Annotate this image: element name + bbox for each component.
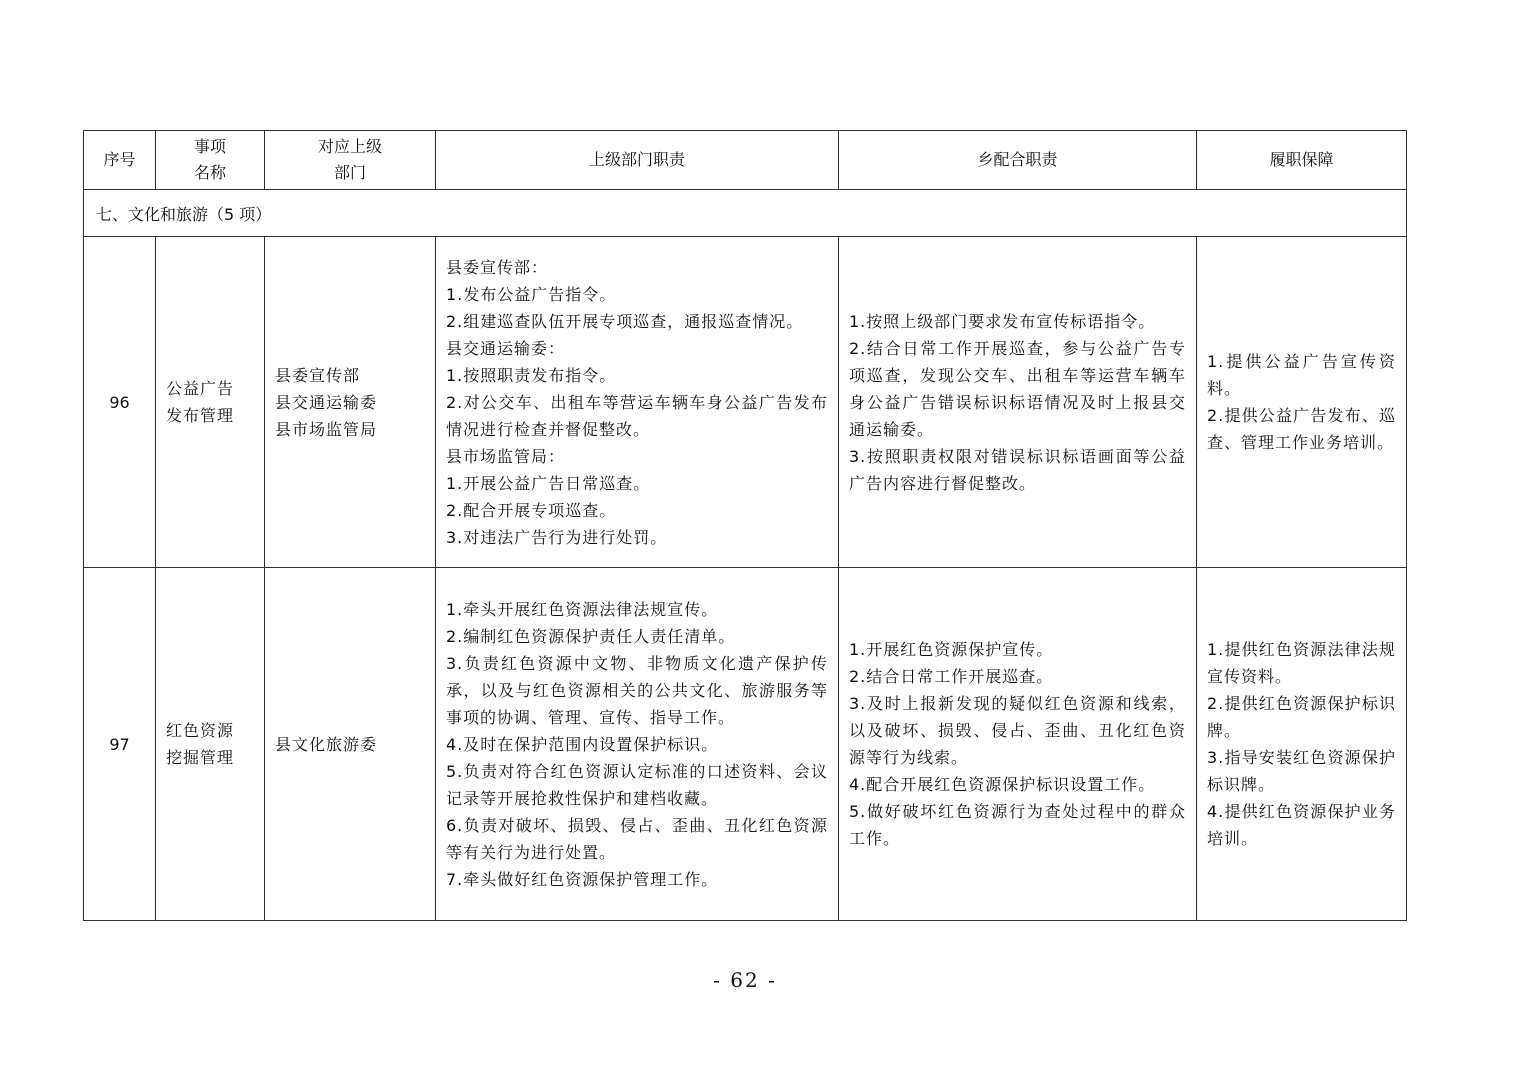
superior-duties: 1.牵头开展红色资源法律法规宣传。 2.编制红色资源保护责任人责任清单。 3.负责红色资源中文物、非物质文化遗产保护传承，以及与红色资源相关的公共文化、旅游服务等事项的协调、管理、宣传、指导工作。 4.及时在保护范围内设置保护标识。 5.负责对符合红色资源认定标准的口述资料、会议记录等开展抢救性保护和建档收藏。 6.负责对破坏、损毁、侵占、歪曲、丑化红色资源等有关行为进行处置。 7.牵头做好红色资源保护管理工作。 [436, 568, 839, 921]
item-name: 公益广告 发布管理 [156, 237, 265, 568]
table-row [84, 237, 1407, 568]
header-guarantees: 履职保障 [1197, 131, 1407, 190]
header-superior-department: 对应上级 部门 [265, 131, 436, 190]
header-item-name: 事项 名称 [156, 131, 265, 190]
superior-departments: 县文化旅游委 [265, 568, 436, 921]
row-number: 96 [84, 237, 156, 568]
header-number: 序号 [84, 131, 156, 190]
section-title: 七、文化和旅游（5 项） [84, 190, 1407, 237]
superior-departments: 县委宣传部 县交通运输委 县市场监管局 [265, 237, 436, 568]
table-row [84, 568, 1407, 921]
row-number: 97 [84, 568, 156, 921]
page-number: - 62 - [713, 968, 777, 992]
item-name: 红色资源 挖掘管理 [156, 568, 265, 921]
header-township-duties: 乡配合职责 [839, 131, 1197, 190]
duties-table [83, 130, 1407, 921]
section-row [84, 190, 1407, 237]
header-superior-duties: 上级部门职责 [436, 131, 839, 190]
guarantees: 1.提供红色资源法律法规宣传资料。 2.提供红色资源保护标识牌。 3.指导安装红色资源保护标识牌。 4.提供红色资源保护业务培训。 [1197, 568, 1407, 921]
superior-duties: 县委宣传部： 1.发布公益广告指令。 2.组建巡查队伍开展专项巡查，通报巡查情况。 县交通运输委： 1.按照职责发布指令。 2.对公交车、出租车等营运车辆车身公益广告发布情况进行检查并督促整改。 县市场监管局： 1.开展公益广告日常巡查。 2.配合开展专项巡查。 3.对违法广告行为进行处罚。 [436, 237, 839, 568]
township-duties: 1.开展红色资源保护宣传。 2.结合日常工作开展巡查。 3.及时上报新发现的疑似红色资源和线索，以及破坏、损毁、侵占、歪曲、丑化红色资源等行为线索。 4.配合开展红色资源保护标识设置工作。 5.做好破坏红色资源行为查处过程中的群众工作。 [839, 568, 1197, 921]
header-row [84, 131, 1407, 190]
township-duties: 1.按照上级部门要求发布宣传标语指令。 2.结合日常工作开展巡查，参与公益广告专项巡查，发现公交车、出租车等运营车辆车身公益广告错误标识标语情况及时上报县交通运输委。 3.按照职责权限对错误标识标语画面等公益广告内容进行督促整改。 [839, 237, 1197, 568]
guarantees: 1.提供公益广告宣传资料。 2.提供公益广告发布、巡查、管理工作业务培训。 [1197, 237, 1407, 568]
